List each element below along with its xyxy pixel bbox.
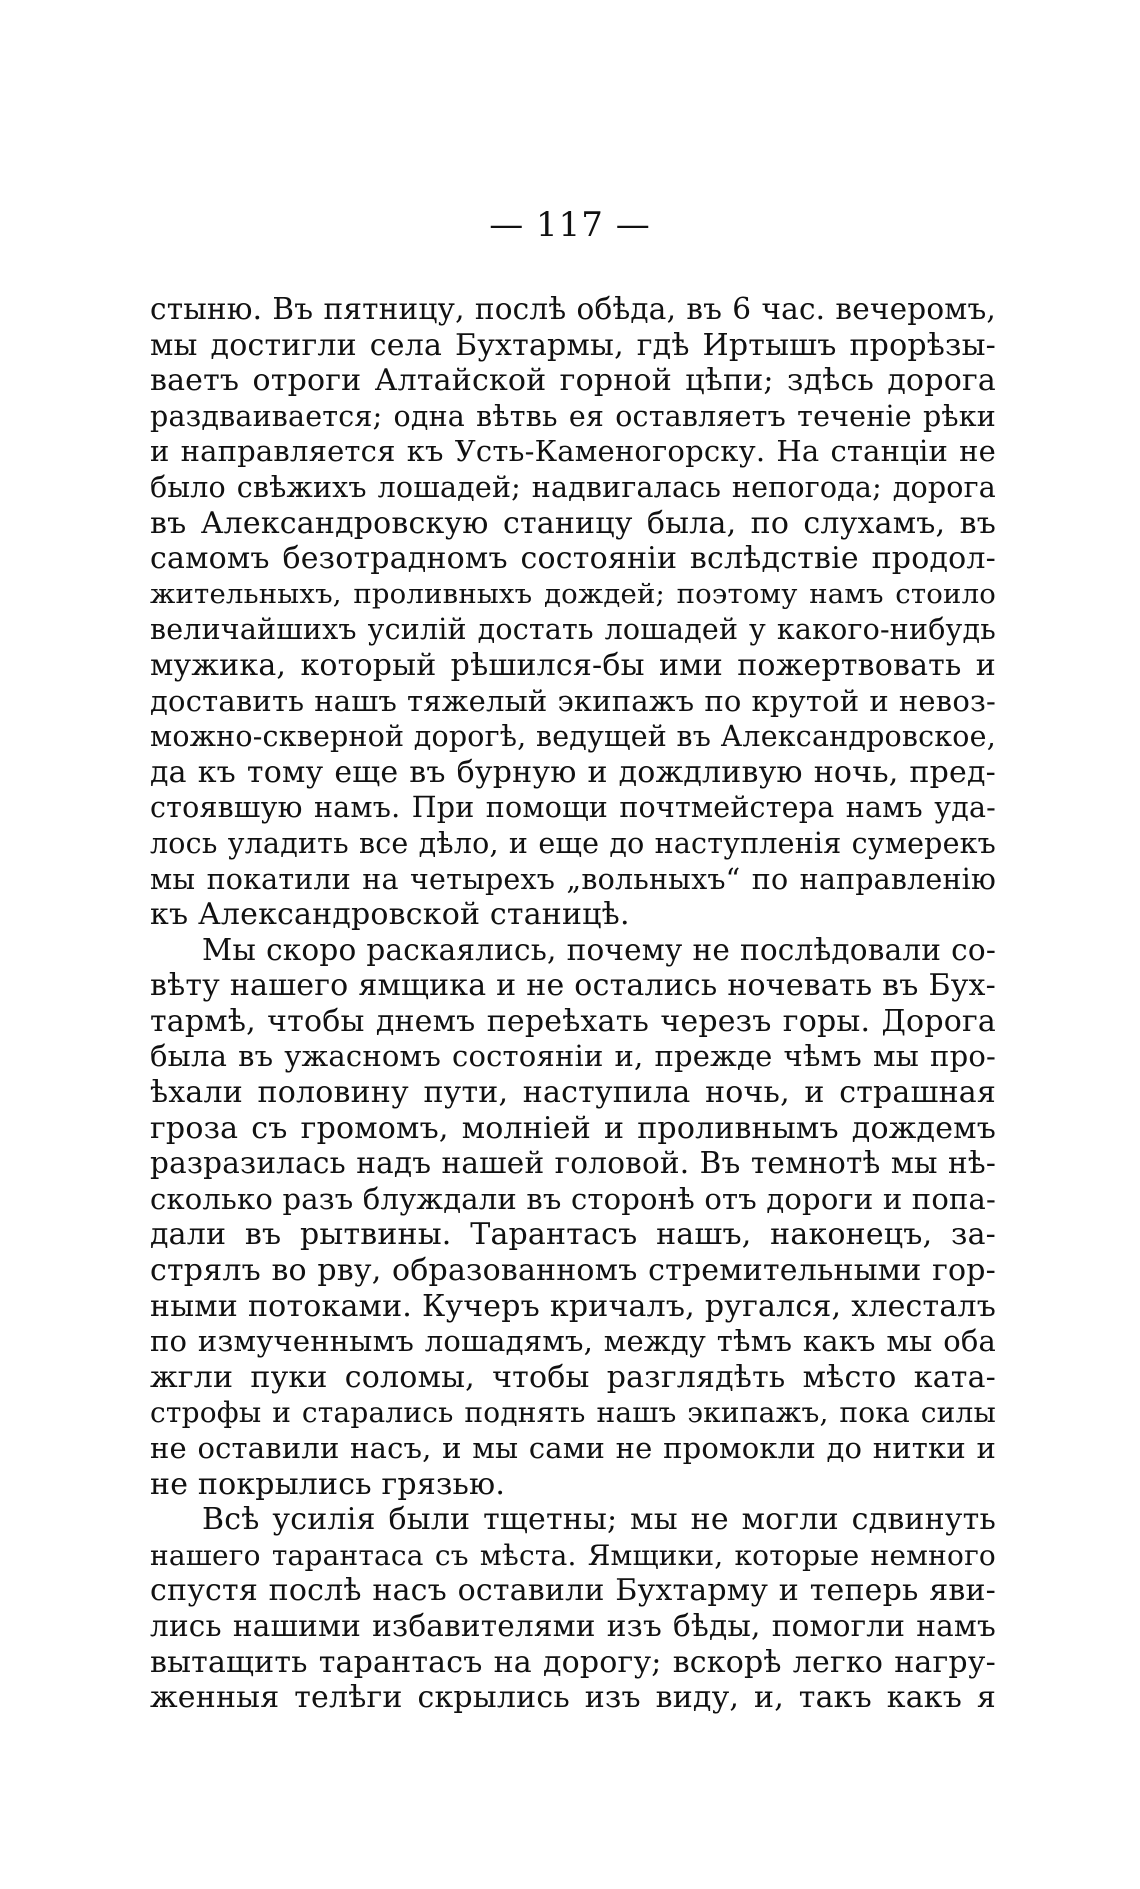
text-line: ными потоками. Кучеръ кричалъ, ругался, хлесталъ bbox=[150, 1288, 996, 1324]
text-line: стыню. Въ пятницу, послѣ обѣда, въ 6 час. вечеромъ, bbox=[150, 292, 996, 326]
text-line: стоявшую намъ. При помощи почтмейстера намъ уда- bbox=[150, 791, 996, 825]
text-line: была въ ужасномъ состояніи и, прежде чѣмъ мы про- bbox=[150, 1039, 996, 1074]
text-line: жительныхъ, проливныхъ дождей; поэтому намъ стоило bbox=[150, 577, 996, 610]
text-line: сколько разъ блуждали въ сторонѣ отъ дороги и попа- bbox=[150, 1181, 996, 1216]
text-line: тармѣ, чтобы днемъ переѣхать черезъ горы. Дорога bbox=[150, 1003, 996, 1039]
text-line: мы покатили на четырехъ „вольныхъ“ по направленію bbox=[150, 862, 996, 896]
text-line: мы достигли села Бухтармы, гдѣ Иртышъ прорѣзы- bbox=[150, 327, 996, 363]
text-line: не покрылись грязью. bbox=[150, 1466, 506, 1502]
text-line: женныя телѣги скрылись изъ виду, и, такъ какъ я bbox=[150, 1680, 996, 1716]
text-line: стрялъ во рву, образованномъ стремительными гор- bbox=[150, 1253, 996, 1289]
text-line: къ Александровской станицѣ. bbox=[150, 897, 630, 933]
text-line: въ Александровскую станицу была, по слухамъ, въ bbox=[150, 505, 996, 541]
text-line: вытащить тарантасъ на дорогу; вскорѣ легко нагру- bbox=[150, 1644, 996, 1680]
text-line: жгли пуки соломы, чтобы разглядѣть мѣсто ката- bbox=[150, 1359, 996, 1395]
text-line: ваетъ отроги Алтайской горной цѣпи; здѣсь дорога bbox=[150, 363, 996, 399]
page-number: — 117 — bbox=[489, 205, 651, 245]
text-line: нашего тарантаса съ мѣста. Ямщики, которые немного bbox=[150, 1538, 996, 1572]
text-line: мужика, который рѣшился-бы ими пожертвовать и bbox=[150, 647, 996, 683]
text-line: гроза съ громомъ, молніей и проливнымъ дождемъ bbox=[150, 1110, 996, 1146]
text-line: раздваивается; одна вѣтвь ея оставляетъ теченіе рѣки bbox=[150, 399, 996, 433]
text-line: было свѣжихъ лошадей; надвигалась непогода; дорога bbox=[150, 470, 996, 504]
text-line: разразилась надъ нашей головой. Въ темнотѣ мы нѣ- bbox=[150, 1146, 996, 1181]
text-line: лись нашими избавителями изъ бѣды, помогли намъ bbox=[150, 1608, 996, 1643]
text-line: строфы и старались поднять нашъ экипажъ, пока силы bbox=[150, 1396, 996, 1430]
text-line: по измученнымъ лошадямъ, между тѣмъ какъ мы оба bbox=[150, 1324, 996, 1359]
text-line: Мы скоро раскаялись, почему не послѣдовали со- bbox=[202, 932, 996, 967]
text-line: спустя послѣ насъ оставили Бухтарму и теперь яви- bbox=[150, 1573, 996, 1609]
text-line: можно-скверной дорогѣ, ведущей въ Александровское, bbox=[150, 720, 996, 754]
body-text bbox=[150, 292, 996, 1716]
text-line: самомъ безотрадномъ состояніи вслѣдствіе продол- bbox=[150, 541, 996, 577]
text-line: не оставили насъ, и мы сами не промокли до нитки и bbox=[150, 1431, 996, 1465]
text-line: и направляется къ Усть-Каменогорску. На станціи не bbox=[150, 434, 996, 469]
text-line: вѣту нашего ямщика и не остались ночевать въ Бух- bbox=[150, 968, 996, 1004]
text-line: дали въ рытвины. Тарантасъ нашъ, наконецъ, за- bbox=[150, 1217, 996, 1253]
text-line: ѣхали половину пути, наступила ночь, и страшная bbox=[150, 1075, 996, 1111]
text-line: да къ тому еще въ бурную и дождливую ночь, пред- bbox=[150, 754, 996, 790]
text-line: величайшихъ усилій достать лошадей у какого-нибудь bbox=[150, 613, 996, 647]
text-line: доставить нашъ тяжелый экипажъ по крутой и невоз- bbox=[150, 683, 996, 718]
text-line: лось уладить все дѣло, и еще до наступленія сумерекъ bbox=[150, 826, 996, 860]
text-line: Всѣ усилія были тщетны; мы не могли сдвинуть bbox=[202, 1502, 996, 1538]
